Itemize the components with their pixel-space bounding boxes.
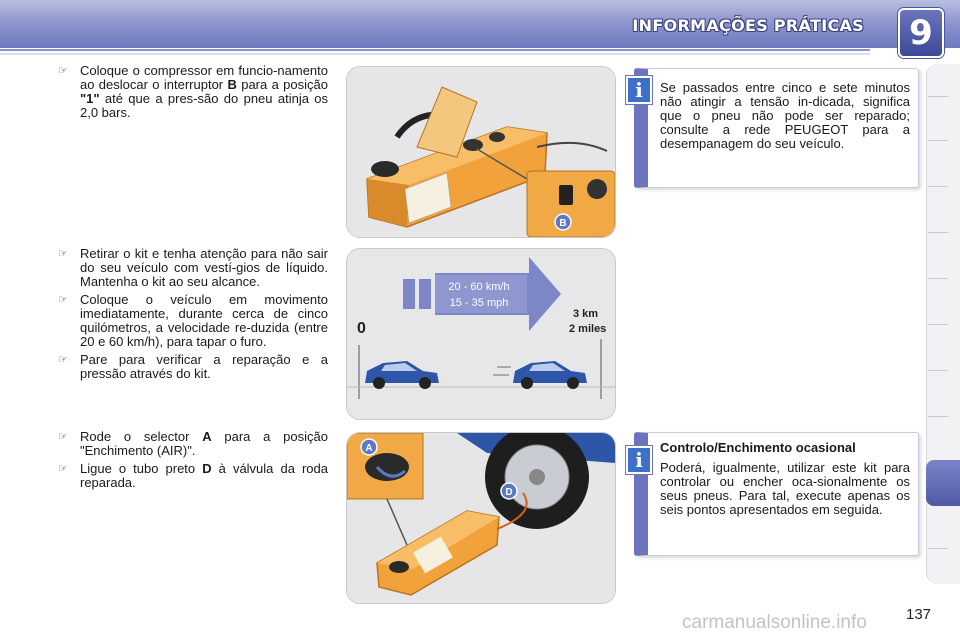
info-title: Controlo/Enchimento ocasional [660, 440, 856, 455]
distance-miles-label: 2 miles [569, 323, 607, 335]
tab-divider [928, 140, 948, 141]
speed-mph-label: 15 - 35 mph [449, 297, 509, 309]
active-chapter-tab[interactable] [926, 460, 960, 506]
pointing-hand-icon: ☞ [58, 462, 68, 475]
distance-km-label: 3 km [573, 308, 599, 320]
pointing-hand-icon: ☞ [58, 64, 68, 77]
tab-divider [928, 278, 948, 279]
instruction-item: ☞ Coloque o compressor em funcio-namento ao deslocar o interruptor B para a posição "1" até que a pres-são do pneu atinja os 2,0 bars. [58, 63, 328, 120]
tab-divider [928, 416, 948, 417]
info-text: Se passados entre cinco e sete minutos não atingir a tensão in-dicada, significa que o pneu não pode ser reparado; consulte a rede PEUGEOT para a desempanagem do seu veículo. [660, 80, 910, 151]
info-icon: i [626, 76, 652, 104]
page-title: INFORMAÇÕES PRÁTICAS [632, 16, 864, 35]
callout-b: B [559, 218, 567, 229]
info-text: Poderá, igualmente, utilizar este kit para controlar ou encher oca-sionalmente os seus pneus. Para tal, execute apenas os seis pontos apresentados em seguida. [660, 460, 910, 517]
tab-divider [928, 548, 948, 549]
pointing-hand-icon: ☞ [58, 247, 68, 260]
watermark: carmanualsonline.info [682, 612, 867, 633]
info-icon: i [626, 446, 652, 474]
tab-divider [928, 370, 948, 371]
instructions-group-2 [58, 247, 328, 385]
start-label: 0 [357, 320, 366, 337]
tab-divider [928, 324, 948, 325]
instruction-item: ☞ Pare para verificar a reparação e a pressão através do kit. [58, 352, 328, 381]
tab-divider [928, 96, 948, 97]
header-decoration [0, 48, 960, 58]
tab-divider [928, 232, 948, 233]
pointing-hand-icon: ☞ [58, 353, 68, 366]
instructions-group-3 [58, 430, 328, 494]
pointing-hand-icon: ☞ [58, 430, 68, 443]
compressor-switch-figure [346, 66, 616, 238]
info-box-occasional-inflation [634, 432, 919, 556]
driving-distance-figure [346, 248, 616, 420]
instruction-item: ☞ Ligue o tubo preto D à válvula da roda reparada. [58, 461, 328, 490]
info-box-repair-warning [634, 68, 919, 188]
chapter-number: 9 [898, 8, 944, 58]
instruction-item: ☞ Rode o selector A para a posição "Enchimento (AIR)". [58, 429, 328, 458]
page-number: 137 [906, 606, 932, 623]
instruction-item: ☞ Coloque o veículo em movimento imediatamente, durante cerca de cinco quilómetros, a velocidade re-duzida (entre 20 e 60 km/h), para tapar o furo. [58, 292, 328, 349]
tab-divider [928, 186, 948, 187]
instructions-group-1 [58, 64, 328, 124]
selector-and-hose-figure [346, 432, 616, 604]
callout-d: D [505, 487, 513, 498]
instruction-item: ☞ Retirar o kit e tenha atenção para não sair do seu veículo com vestí-gios de líquido. Mantenha o kit ao seu alcance. [58, 246, 328, 289]
speed-kmh-label: 20 - 60 km/h [448, 281, 510, 293]
pointing-hand-icon: ☞ [58, 293, 68, 306]
callout-a: A [365, 443, 373, 454]
